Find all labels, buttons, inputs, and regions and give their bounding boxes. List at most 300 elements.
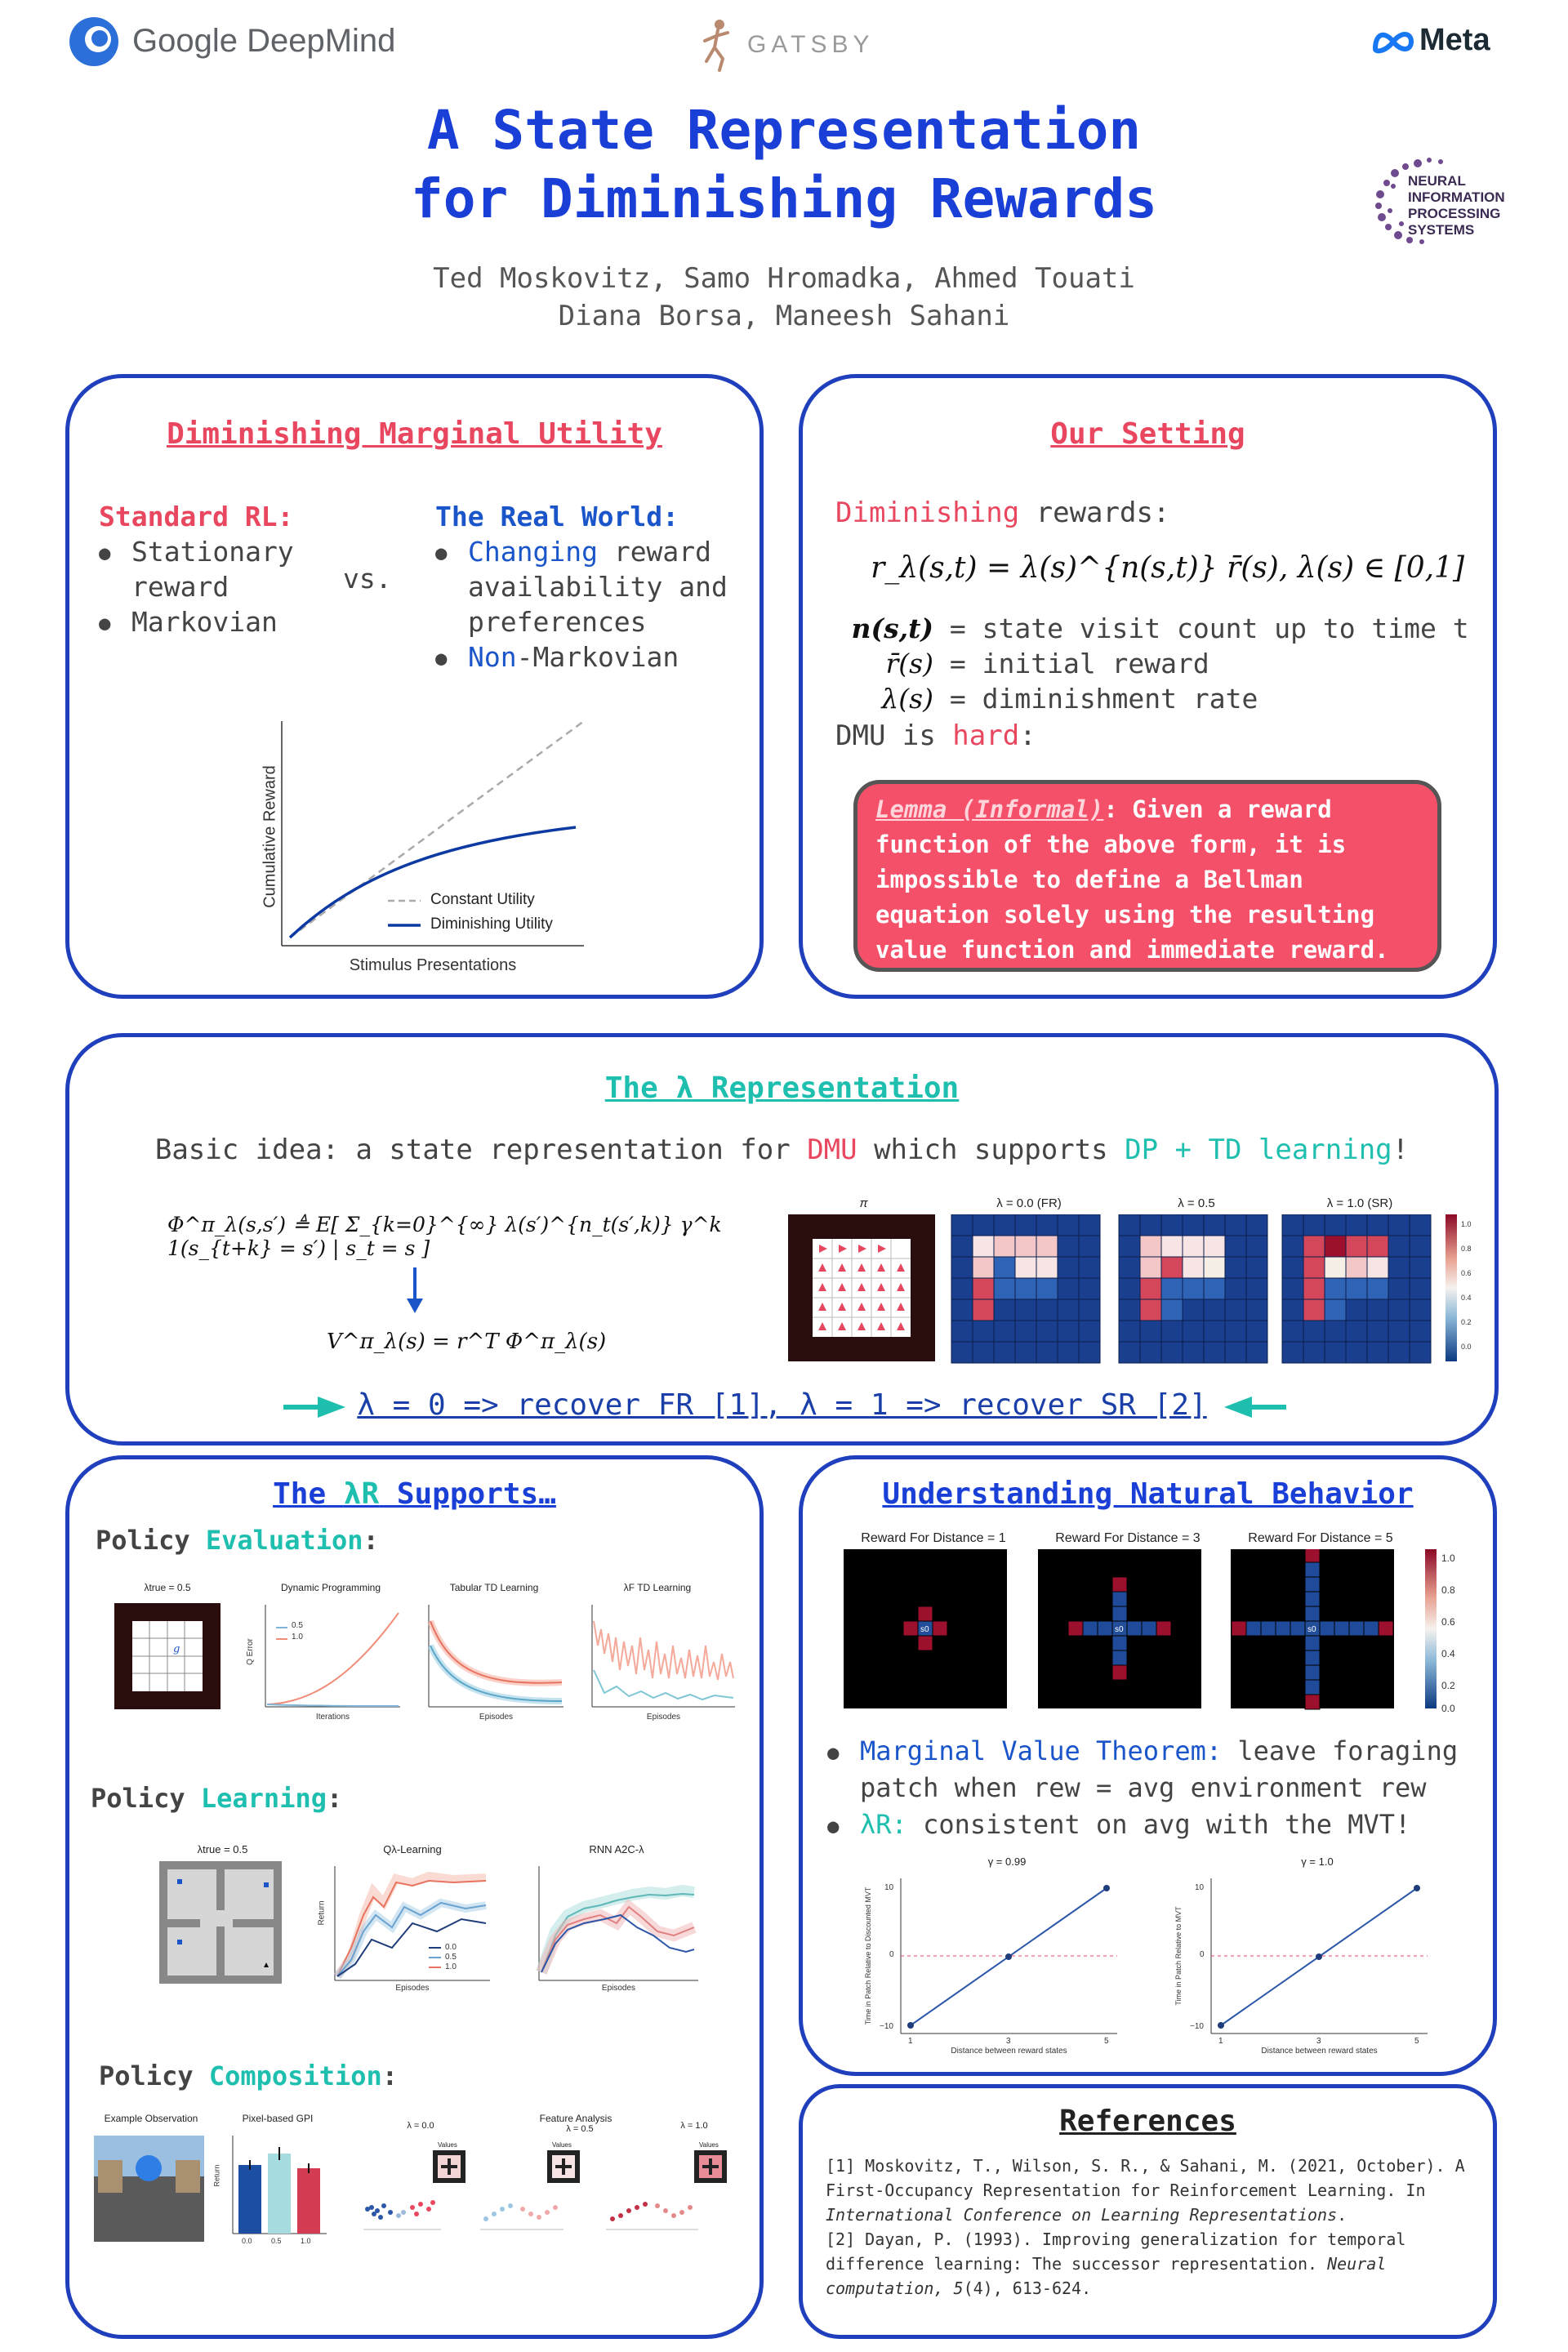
- heatmap-cell: [1204, 1321, 1225, 1342]
- heatmap-cell: [1388, 1257, 1410, 1278]
- heatmap-cell: [1079, 1342, 1100, 1363]
- dcb-tick-4: 0.4: [1441, 1648, 1455, 1659]
- mvt-list: [827, 1733, 1481, 1843]
- supports-title-a: The: [273, 1477, 344, 1511]
- learn-fig-title-1: λtrue = 0.5: [197, 1843, 248, 1855]
- lftd-curve-1-0: [594, 1621, 733, 1680]
- standard-rl-list: [99, 534, 368, 639]
- heatmap-cell: [994, 1257, 1015, 1278]
- distance-cell: [1083, 1621, 1098, 1636]
- eval-ylabel: Q Error: [245, 1638, 255, 1665]
- mvt-text: leave foraging patch when rew = avg environment rew: [860, 1735, 1459, 1803]
- eval-xlabel-1: Iterations: [315, 1713, 350, 1722]
- neurips-line-4: SYSTEMS: [1408, 222, 1475, 238]
- heatmap-cell: [1140, 1299, 1161, 1321]
- heatmap-cell: [1410, 1236, 1431, 1257]
- comp-values-label-2: Values: [552, 2141, 572, 2149]
- distance-figures-svg: [844, 1549, 1481, 1713]
- value-equation: V^π_λ(s) = r^T Φ^π_λ(s): [327, 1330, 607, 1354]
- dp-curve-1-0: [267, 1613, 399, 1704]
- mvt-item: [827, 1733, 1481, 1806]
- cb-tick-4: 0.4: [1461, 1294, 1472, 1302]
- authors: [0, 260, 1568, 335]
- policy-evaluation-figures: [114, 1582, 751, 1737]
- eval-fig-title-1: λtrue = 0.5: [144, 1582, 191, 1593]
- distance-cell: [1232, 1621, 1246, 1636]
- heatmap-cell: [1079, 1236, 1100, 1257]
- cb-tick-3: 0.6: [1461, 1269, 1472, 1277]
- policy-composition-figures: [90, 2113, 760, 2252]
- eval-legend-label-2: 1.0: [292, 1633, 303, 1642]
- distance-figures: [844, 1531, 1481, 1714]
- heatmap-cell: [1161, 1214, 1183, 1236]
- ref2-a: [2] Dayan, P. (1993). Improving generalization for temporal difference learning: The successor representation.: [826, 2230, 1406, 2274]
- heatmap-cell: [1282, 1236, 1303, 1257]
- plot2-ytick-top: 10: [1195, 1883, 1205, 1892]
- panel-lambda-representation: [65, 1033, 1499, 1446]
- heatmap-cell: [1058, 1299, 1079, 1321]
- basic-dp: DP + TD learning: [1125, 1134, 1392, 1166]
- supports-title-b: λR: [343, 1477, 380, 1511]
- heatmap-cell: [1015, 1342, 1036, 1363]
- distance-cell: [903, 1621, 918, 1636]
- heatmap-cell: [951, 1278, 973, 1299]
- comp-bar-label-3: 1.0: [301, 2237, 311, 2245]
- gpi-bar-0-5: [268, 2154, 291, 2234]
- distance-grids: [844, 1549, 1394, 1709]
- poster-title: [0, 96, 1568, 234]
- heatmap-cell: [1282, 1299, 1303, 1321]
- heatmap-cell: [1346, 1299, 1367, 1321]
- heatmap-cell: [1058, 1342, 1079, 1363]
- legend-diminishing-label: Diminishing Utility: [430, 915, 553, 933]
- dist-fig-title-2: Reward For Distance = 3: [1055, 1531, 1200, 1545]
- reward-marker-1: [177, 1879, 182, 1884]
- standard-item-stationary: ● Stationary reward: [99, 534, 327, 604]
- heatmap-cell: [1161, 1299, 1183, 1321]
- ref2-i: Neural computation, 5: [826, 2254, 1387, 2298]
- fig-label-fr: λ = 0.0 (FR): [996, 1196, 1062, 1210]
- meta-text: Meta: [1419, 23, 1490, 57]
- heatmap-cell: [1410, 1257, 1431, 1278]
- heatmap-cell: [1325, 1321, 1346, 1342]
- distance-cell: [1261, 1621, 1276, 1636]
- heatmap-cell: [1119, 1299, 1140, 1321]
- heatmap-cell: [1246, 1257, 1267, 1278]
- heatmap-cell: [1325, 1299, 1346, 1321]
- distance-cell: [1246, 1621, 1261, 1636]
- standard-item-markovian: ● Markovian: [99, 604, 368, 639]
- learn-a: Policy: [91, 1783, 201, 1814]
- heatmap-cell: [1325, 1342, 1346, 1363]
- heatmap-cell: [1140, 1236, 1161, 1257]
- basic-c: !: [1392, 1134, 1410, 1166]
- start-state-label: s0: [920, 1625, 929, 1634]
- heatmap-cell: [1225, 1278, 1246, 1299]
- plot2-xtick-1: 1: [1218, 2037, 1223, 2046]
- observation-orb: [136, 2155, 162, 2181]
- heatmap-cell: [994, 1321, 1015, 1342]
- feature-scatter-0-0: [363, 2150, 466, 2230]
- comp-values-label-1: Values: [438, 2141, 457, 2149]
- lr-label: λR:: [860, 1809, 907, 1840]
- plot1-ytick-mid: 0: [889, 1950, 894, 1959]
- heatmap-cell: [1410, 1278, 1431, 1299]
- heatmap-cell: [1303, 1257, 1325, 1278]
- policy-composition-heading: [99, 2060, 398, 2091]
- heatmap-cell: [1388, 1278, 1410, 1299]
- heatmap-cell: [1282, 1214, 1303, 1236]
- observation-wall-left: [98, 2160, 122, 2193]
- heatmap-cell: [1246, 1321, 1267, 1342]
- heatmap-cell: [1079, 1214, 1100, 1236]
- heatmap-cell: [1036, 1257, 1058, 1278]
- heatmap-cell: [1079, 1278, 1100, 1299]
- heatmap-cell: [1246, 1236, 1267, 1257]
- heatmap-cell: [1161, 1321, 1183, 1342]
- def3-text: = diminishment rate: [949, 683, 1258, 715]
- heatmap-cell: [1246, 1299, 1267, 1321]
- legend-constant-label: Constant Utility: [430, 891, 535, 908]
- heatmap-cell: [1204, 1214, 1225, 1236]
- heatmap-cell: [1036, 1236, 1058, 1257]
- cb-tick-5: 0.2: [1461, 1318, 1472, 1326]
- recover-line: λ = 0 => recover FR [1], λ = 1 => recover SR [2]: [357, 1388, 1207, 1422]
- heatmap-cell: [951, 1214, 973, 1236]
- heatmap-cell: [1410, 1321, 1431, 1342]
- heatmap-cell: [951, 1257, 973, 1278]
- deepmind-icon: [67, 15, 121, 69]
- policy-evaluation-heading: [96, 1525, 379, 1556]
- plot2-xtick-3: 3: [1316, 2037, 1321, 2046]
- distance-cell: [1334, 1621, 1349, 1636]
- heatmap-cell: [1346, 1342, 1367, 1363]
- hard-word: hard: [952, 719, 1020, 752]
- distance-cell: [1320, 1621, 1334, 1636]
- distance-cell: [1276, 1621, 1290, 1636]
- learn-legend-label-1: 0.0: [445, 1943, 457, 1952]
- lemma-label: Lemma (Informal): [875, 795, 1104, 823]
- panel-our-setting: [799, 374, 1497, 999]
- plot2-point-3: [1316, 1953, 1322, 1960]
- learn-fig-title-2: Qλ-Learning: [383, 1843, 442, 1855]
- heatmap-cell: [951, 1299, 973, 1321]
- heatmap-cell: [994, 1236, 1015, 1257]
- eval-b: Evaluation: [205, 1525, 363, 1556]
- plot1-point-3: [1005, 1953, 1012, 1960]
- heatmap-cell: [973, 1257, 994, 1278]
- heatmap-cell: [1183, 1342, 1204, 1363]
- heatmap-cell: [1346, 1236, 1367, 1257]
- heatmap-cell: [1036, 1321, 1058, 1342]
- heatmap-cell: [1015, 1257, 1036, 1278]
- heatmap-cell: [1119, 1257, 1140, 1278]
- distance-cell: [1379, 1621, 1393, 1636]
- heatmap-cell: [1367, 1257, 1388, 1278]
- heatmap-cell: [1015, 1236, 1036, 1257]
- gpi-bar-1-0: [297, 2168, 320, 2234]
- plot1-xtick-3: 3: [1006, 2037, 1011, 2046]
- heatmap-cell: [1119, 1278, 1140, 1299]
- panel-diminishing-marginal-utility: [65, 374, 764, 999]
- distance-cell: [1142, 1621, 1156, 1636]
- distance-cell: [1112, 1636, 1127, 1650]
- comp-fig-title-1: Example Observation: [104, 2113, 198, 2124]
- heatmap-cell: [1204, 1257, 1225, 1278]
- ref2-b: (4), 613-624.: [963, 2278, 1092, 2298]
- neurips-line-3: PROCESSING: [1408, 206, 1501, 221]
- def-visit-count: [819, 611, 1489, 646]
- heatmap-cell: [1183, 1278, 1204, 1299]
- heatmap-cell: [1015, 1321, 1036, 1342]
- heatmap-cell: [1303, 1236, 1325, 1257]
- distance-cell: [1112, 1650, 1127, 1665]
- diminishing-word: Diminishing: [835, 497, 1020, 529]
- fig-label-sr: λ = 1.0 (SR): [1326, 1196, 1393, 1210]
- ref1-i: International Conference on Learning Representations: [826, 2205, 1338, 2225]
- utility-ylabel: Cumulative Reward: [261, 765, 279, 908]
- plot1-point-1: [907, 2022, 914, 2029]
- down-arrow-icon: [403, 1266, 427, 1315]
- non-rest: -Markovian: [516, 641, 679, 673]
- diminishing-rewards-line: [835, 497, 1169, 529]
- learn-xlabel-1: Episodes: [395, 1984, 430, 1993]
- heatmap-cell: [1225, 1342, 1246, 1363]
- fig-label-pi: π: [859, 1196, 868, 1210]
- heatmap-cell: [1388, 1342, 1410, 1363]
- non-word: Non: [468, 641, 517, 673]
- changing-word: Changing: [468, 536, 598, 568]
- heatmap-cell: [1388, 1299, 1410, 1321]
- heatmap-cell: [1058, 1214, 1079, 1236]
- heatmap-cell: [973, 1299, 994, 1321]
- eval-fig-title-3: Tabular TD Learning: [449, 1582, 539, 1593]
- comp-fig-title-5: λ = 0.5: [566, 2124, 594, 2134]
- distance-cell: [933, 1621, 947, 1636]
- heatmap-cell: [1303, 1299, 1325, 1321]
- dcb-tick-3: 0.6: [1441, 1616, 1455, 1628]
- fourrooms-wall-3: [167, 1919, 200, 1927]
- reward-marker-2: [264, 1882, 269, 1887]
- plot1-ylabel: Time in Patch Relative to Discounted MVT: [864, 1886, 872, 2025]
- ref1-a: [1] Moskovitz, T., Wilson, S. R., & Sahani, M. (2021, October). A First-Occupancy Representation for Reinforcement Learning. In: [826, 2156, 1465, 2200]
- heatmap-cell: [1225, 1321, 1246, 1342]
- heatmap-cell: [1119, 1321, 1140, 1342]
- heatmap-cell: [1410, 1214, 1431, 1236]
- heatmap-cell: [1325, 1278, 1346, 1299]
- heatmap-cell: [1119, 1214, 1140, 1236]
- comp-c: :: [381, 2060, 399, 2091]
- policy-learning-heading: [91, 1783, 342, 1814]
- dcb-tick-2: 0.8: [1441, 1584, 1455, 1596]
- gpi-bar-0-0: [238, 2165, 261, 2234]
- distance-cell: [1098, 1621, 1112, 1636]
- utility-xlabel: Stimulus Presentations: [349, 956, 517, 974]
- heatmap-cell: [1282, 1278, 1303, 1299]
- definitions: [819, 611, 1489, 716]
- phi-equation: Φ^π_λ(s,s′) ≜ E[ Σ_{k=0}^{∞} λ(s′)^{n_t(s′,k)} γ^k 1(s_{t+k} = s′) | s_t = s ]: [167, 1213, 722, 1260]
- heatmap-cell: [1161, 1342, 1183, 1363]
- dp-curve-0-5: [267, 1704, 399, 1706]
- distance-cell: [1305, 1577, 1320, 1592]
- meta-infinity-icon: [1370, 28, 1416, 56]
- def2-text: = initial reward: [949, 648, 1209, 679]
- learn-b: Learning: [200, 1783, 327, 1814]
- heatmap-cell: [1225, 1214, 1246, 1236]
- lemma-text: : Given a reward function of the above form, it is impossible to define a Bellman equation solely using the resulting value function and immediate reward.: [875, 795, 1389, 964]
- gatsby-logo: [698, 16, 878, 74]
- learn-ylabel: Return: [317, 1900, 327, 1926]
- plot2-point-5: [1414, 1885, 1420, 1891]
- lambda-colorbar-ticks: [1461, 1209, 1472, 1361]
- heatmap-cell: [1410, 1299, 1431, 1321]
- heatmap-cell: [1079, 1321, 1100, 1342]
- heatmap-cell: [1140, 1342, 1161, 1363]
- learn-fig-title-3: RNN A2C-λ: [589, 1843, 644, 1855]
- heatmap-cell: [1058, 1236, 1079, 1257]
- eval-fig-title-2: Dynamic Programming: [280, 1582, 381, 1593]
- distance-cell: [1112, 1665, 1127, 1680]
- heatmap-cell: [1183, 1214, 1204, 1236]
- heatmap-cell: [1204, 1342, 1225, 1363]
- supports-title: [69, 1477, 760, 1511]
- heatmap-cell: [1119, 1236, 1140, 1257]
- reference-1: [826, 2154, 1479, 2227]
- plot1-title: γ = 0.99: [987, 1855, 1027, 1868]
- comp-bar-label-1: 0.0: [242, 2237, 252, 2245]
- reward-marker-3: [177, 1940, 182, 1944]
- references-title: References: [1059, 2105, 1236, 2138]
- def-diminishment-rate: [819, 681, 1489, 716]
- heatmap-cell: [1161, 1257, 1183, 1278]
- heatmap-cell: [1367, 1299, 1388, 1321]
- heatmap-cell: [1183, 1236, 1204, 1257]
- heatmap-cell: [1079, 1257, 1100, 1278]
- heatmap-cell: [1225, 1299, 1246, 1321]
- heatmap-cell: [1183, 1299, 1204, 1321]
- heatmap-cell: [1346, 1321, 1367, 1342]
- learn-legend-label-3: 1.0: [445, 1962, 457, 1971]
- distance-cell: [1305, 1665, 1320, 1680]
- eval-xlabel-3: Episodes: [646, 1713, 681, 1722]
- eval-xlabel-2: Episodes: [479, 1713, 514, 1722]
- heatmap-cell: [1140, 1278, 1161, 1299]
- heatmap-cell: [1410, 1342, 1431, 1363]
- plot1-xtick-1: 1: [908, 2037, 913, 2046]
- rewards-word: rewards:: [1019, 497, 1170, 529]
- distance-cell: [1305, 1650, 1320, 1665]
- heatmap-cell: [1204, 1299, 1225, 1321]
- eval-legend-label-1: 0.5: [292, 1621, 303, 1630]
- def1-symbol: n(s,t): [851, 612, 933, 644]
- references-body: [826, 2154, 1479, 2301]
- comp-bar-label-2: 0.5: [271, 2237, 282, 2245]
- heatmap-cell: [994, 1214, 1015, 1236]
- supports-title-c: Supports…: [379, 1477, 556, 1511]
- distance-cell: [1364, 1621, 1379, 1636]
- eval-c: :: [363, 1525, 379, 1556]
- heatmap-cell: [1325, 1214, 1346, 1236]
- dcb-tick-1: 1.0: [1441, 1552, 1455, 1564]
- distance-cell: [1305, 1636, 1320, 1650]
- heatmap-cell: [1346, 1257, 1367, 1278]
- heatmap-cell: [1204, 1278, 1225, 1299]
- heatmap-cell: [994, 1342, 1015, 1363]
- comp-fig-title-4: Feature Analysis: [539, 2113, 612, 2124]
- cb-tick-6: 0.0: [1461, 1343, 1472, 1351]
- distance-cell: [1305, 1695, 1320, 1709]
- fourrooms-wall-1: [216, 1869, 225, 1910]
- heatmap-cell: [1282, 1257, 1303, 1278]
- heatmap-cell: [1388, 1236, 1410, 1257]
- start-state-label: s0: [1307, 1625, 1316, 1634]
- learn-xlabel-2: Episodes: [601, 1984, 636, 1993]
- basic-idea-line: [69, 1134, 1494, 1166]
- distance-colorbar-ticks: [1441, 1543, 1455, 1702]
- authors-line-2: Diana Borsa, Maneesh Sahani: [558, 300, 1010, 332]
- distance-cell: [1156, 1621, 1171, 1636]
- learn-c: :: [326, 1783, 343, 1814]
- distance-cell: [1127, 1621, 1142, 1636]
- heatmap-cell: [1246, 1214, 1267, 1236]
- runner-icon: [698, 16, 736, 74]
- basic-b: which supports: [857, 1134, 1125, 1166]
- real-item-non-markovian: [435, 639, 754, 675]
- neurips-line-1: NEURAL: [1408, 173, 1466, 189]
- heatmap-cell: [1036, 1214, 1058, 1236]
- plot2-ylabel: Time in Patch Relative to MVT: [1174, 1906, 1183, 2006]
- lr-item: [827, 1806, 1481, 1843]
- panel-lambda-r-supports: [65, 1455, 764, 2339]
- observation-wall-right: [176, 2160, 200, 2193]
- distance-cell: [1305, 1606, 1320, 1621]
- mvt-plots-svg: [852, 1870, 1472, 2058]
- mvt-label: Marginal Value Theorem:: [860, 1735, 1223, 1766]
- heatmap-cell: [1303, 1321, 1325, 1342]
- heatmap-cell: [973, 1236, 994, 1257]
- heatmap-cell: [1183, 1257, 1204, 1278]
- heatmap-cell: [1303, 1214, 1325, 1236]
- heatmap-cell: [1015, 1214, 1036, 1236]
- ref1-b: .: [1337, 2205, 1348, 2225]
- panel-references: [799, 2084, 1497, 2339]
- heatmap-cell: [1246, 1342, 1267, 1363]
- heatmap-cell: [1058, 1321, 1079, 1342]
- heatmap-cell: [1225, 1236, 1246, 1257]
- heatmap-cell: [1325, 1236, 1346, 1257]
- fourrooms-wall-2: [216, 1927, 225, 1976]
- distance-cell: [1305, 1549, 1320, 1562]
- deepmind-text: Google DeepMind: [132, 23, 396, 59]
- heatmap-cell: [1367, 1278, 1388, 1299]
- heatmap-cell: [1346, 1278, 1367, 1299]
- distance-cell: [918, 1606, 933, 1621]
- def1-text: = state visit count up to time t: [949, 612, 1469, 644]
- heatmap-cell: [1246, 1278, 1267, 1299]
- reward-equation: r_λ(s,t) = λ(s)^{n(s,t)} r̄(s), λ(s) ∈ [0,1]: [871, 551, 1464, 585]
- heatmap-cell: [1303, 1278, 1325, 1299]
- authors-line-1: Ted Moskovitz, Samo Hromadka, Ahmed Touati: [433, 262, 1135, 295]
- standard-rl-heading: Standard RL:: [99, 501, 294, 532]
- learn-legend-label-2: 0.5: [445, 1953, 457, 1962]
- heatmap-cell: [1225, 1257, 1246, 1278]
- heatmap-cell: [1183, 1321, 1204, 1342]
- distance-cell: [1112, 1592, 1127, 1606]
- comp-b: Composition: [208, 2060, 382, 2091]
- heatmap-cell: [951, 1342, 973, 1363]
- feature-scatter-0-5: [480, 2150, 580, 2230]
- changing-rest: reward availability and preferences: [468, 536, 728, 638]
